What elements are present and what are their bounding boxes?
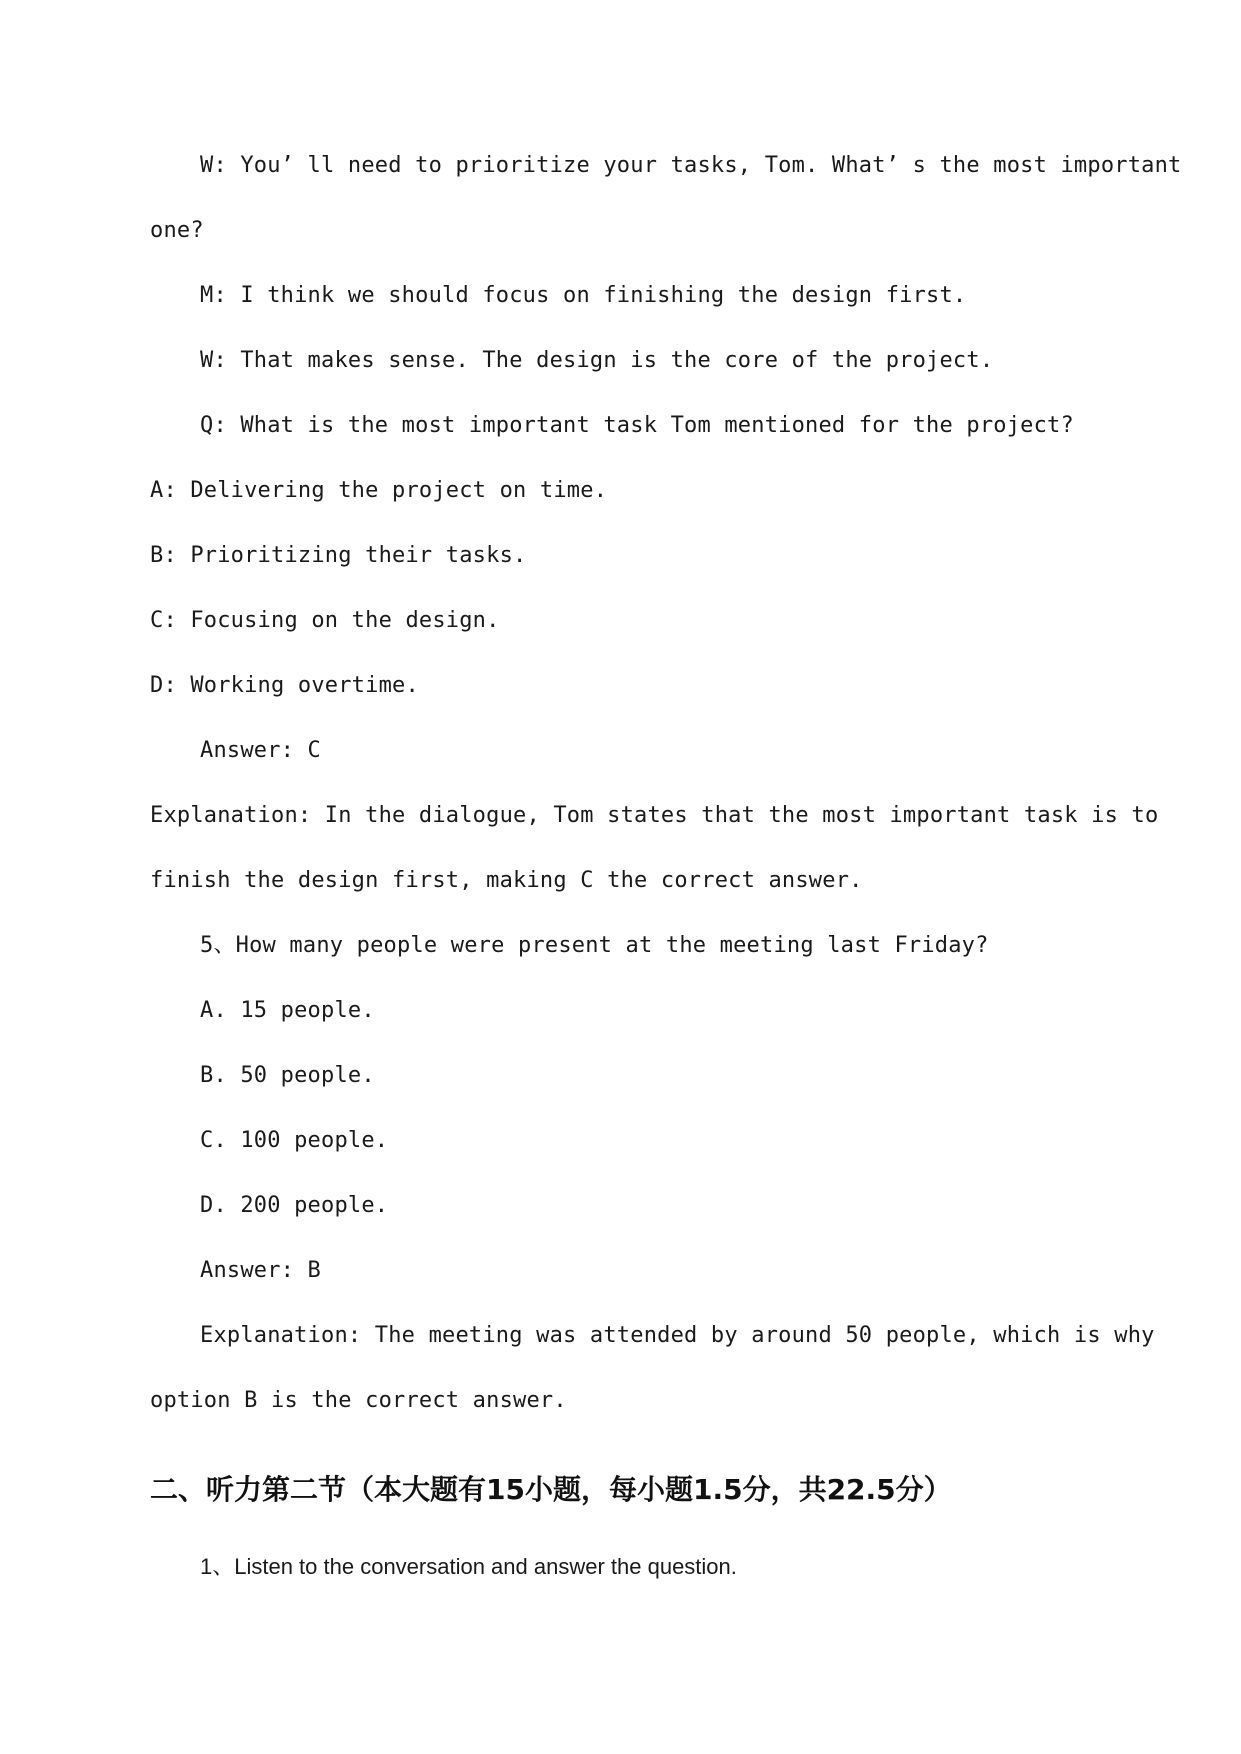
q5-question: 5、How many people were present at the meeting last Friday?: [200, 933, 989, 958]
q5-explanation-line2: option B is the correct answer.: [150, 1388, 567, 1413]
q4-option-c: C: Focusing on the design.: [150, 608, 500, 633]
q4-explanation-line2: finish the design first, making C the correct answer.: [150, 868, 863, 893]
dialogue-question: Q: What is the most important task Tom mentioned for the project?: [200, 413, 1074, 438]
dialogue-w2: W: That makes sense. The design is the core of the project.: [200, 348, 994, 373]
q4-option-d: D: Working overtime.: [150, 673, 419, 698]
section-heading: 二、听力第二节（本大题有15小题，每小题1.5分，共22.5分）: [150, 1473, 952, 1506]
q5-explanation-line1: Explanation: The meeting was attended by around 50 people, which is why: [200, 1323, 1155, 1348]
q5-answer: Answer: B: [200, 1258, 322, 1283]
q5-option-c: C. 100 people.: [200, 1128, 389, 1153]
q5-option-a: A. 15 people.: [200, 998, 375, 1023]
dialogue-w1-line2: one?: [150, 218, 204, 243]
q4-option-b: B: Prioritizing their tasks.: [150, 543, 527, 568]
dialogue-w1-line1: W: You’ ll need to prioritize your tasks, Tom. What’ s the most important: [200, 153, 1182, 178]
q4-option-a: A: Delivering the project on time.: [150, 478, 608, 503]
q4-answer: Answer: C: [200, 738, 322, 763]
q4-explanation-line1: Explanation: In the dialogue, Tom states that the most important task is to: [150, 803, 1159, 828]
q5-option-d: D. 200 people.: [200, 1193, 389, 1218]
section2-question-1: 1、Listen to the conversation and answer the question.: [200, 1554, 737, 1579]
q5-option-b: B. 50 people.: [200, 1063, 375, 1088]
dialogue-m1: M: I think we should focus on finishing the design first.: [200, 283, 967, 308]
